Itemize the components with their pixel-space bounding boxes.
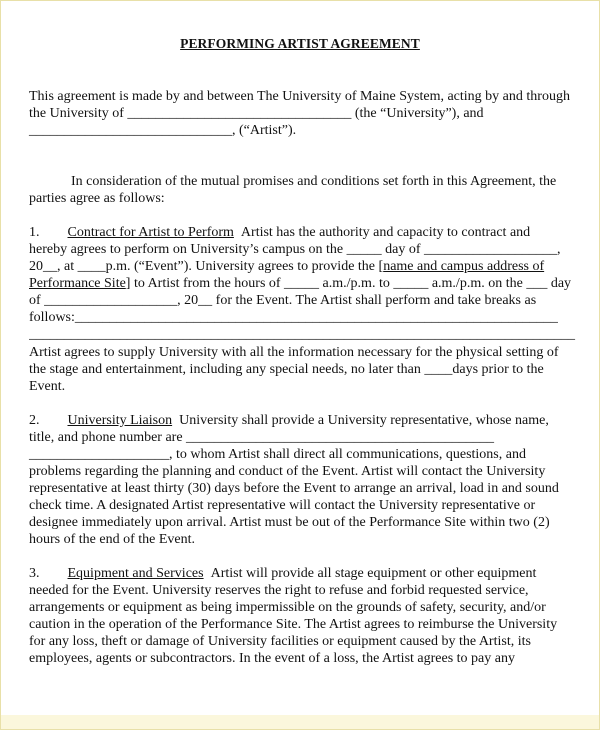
- section-3-line-2: needed for the Event. University reserves the right to refuse and forbid requested service,: [29, 583, 529, 598]
- section-1-line-2: hereby agrees to perform on University’s campus on the _____ day of ___________________,: [29, 242, 561, 257]
- section-1-line-3-text: 20__, at ____p.m. (“Event”). University agrees to provide the [: [29, 259, 384, 274]
- section-3-line-4: caution in the operation of the Performance Site. The Artist agrees to reimburse the University: [29, 617, 558, 632]
- section-2-line-8: hours of the end of the Event.: [29, 532, 196, 547]
- section-3-heading: Equipment and Services: [67, 566, 204, 581]
- section-3-line-3: arrangements or equipment as being impermissible on the grounds of safety, security, and/or: [29, 600, 546, 615]
- intro-line-3: _____________________________, (“Artist”).: [29, 123, 297, 138]
- section-2-heading: University Liaison: [67, 413, 173, 428]
- section-2-line-7: designee immediately upon arrival. Artist must be out of the Performance Site within two (2): [29, 515, 550, 530]
- section-3-line-5: for any loss, theft or damage of University facilities or equipment caused by the Artist, its: [29, 634, 531, 649]
- section-2-line-6: check time. A designated Artist representative will contact the University representative or: [29, 498, 536, 513]
- section-2-line-4: problems regarding the planning and conduct of the Event. Artist will contact the University: [29, 464, 546, 479]
- intro-line-2: the University of ________________________________ (the “University”), and: [29, 106, 484, 121]
- section-1-line-10: Event.: [29, 379, 66, 394]
- section-1-line-6: follows:_____________________________________________________________________: [29, 310, 558, 325]
- section-3-text: Artist will provide all stage equipment or other equipment: [210, 566, 537, 581]
- section-1-line-4-text: ] to Artist from the hours of _____ a.m./p.m. to _____ a.m./p.m. on the ___ day: [125, 276, 572, 291]
- section-1-line-9: the stage and entertainment, including any special needs, no later than ____days prior to the: [29, 362, 544, 377]
- consideration-line-2: parties agree as follows:: [29, 191, 165, 206]
- section-2-line-3: ____________________, to whom Artist shall direct all communications, questions, and: [29, 447, 526, 462]
- section-1-line-8: Artist agrees to supply University with all the information necessary for the physical setting of: [29, 345, 559, 360]
- section-1-line-5: of ___________________, 20__ for the Event. The Artist shall perform and take breaks as: [29, 293, 537, 308]
- section-1-line-4: [29, 275, 581, 292]
- section-1-number: 1.: [29, 225, 40, 240]
- section-2-line-5: representative at least thirty (30) days before the Event to arrange an arrival, load in and sound: [29, 481, 559, 496]
- performance-site-placeholder-2: Performance Site: [29, 276, 126, 291]
- document-title: PERFORMING ARTIST AGREEMENT: [180, 36, 420, 51]
- section-2-number: 2.: [29, 413, 40, 428]
- section-2-line-1: [29, 412, 581, 429]
- consideration-line-1: In consideration of the mutual promises and conditions set forth in this Agreement, the: [71, 174, 557, 189]
- section-3-line-1: [29, 565, 581, 582]
- section-1-heading: Contract for Artist to Perform: [67, 225, 234, 240]
- page-bottom-strip: [1, 715, 599, 729]
- performance-site-placeholder-1: name and campus address of: [383, 259, 545, 274]
- section-3-number: 3.: [29, 566, 40, 581]
- intro-line-1: This agreement is made by and between The University of Maine System, acting by and through: [29, 89, 570, 104]
- section-1-line-7: ______________________________________________________________________________: [29, 327, 575, 342]
- section-2-text: University shall provide a University representative, whose name,: [179, 413, 549, 428]
- section-1-line-3: [29, 258, 581, 275]
- section-1-line-1: [29, 224, 581, 241]
- section-2-line-2: title, and phone number are ____________________________________________: [29, 430, 495, 445]
- section-1-text: Artist has the authority and capacity to contract and: [240, 225, 531, 240]
- section-3-line-6: employees, agents or subcontractors. In the event of a loss, the Artist agrees to pay any: [29, 651, 515, 666]
